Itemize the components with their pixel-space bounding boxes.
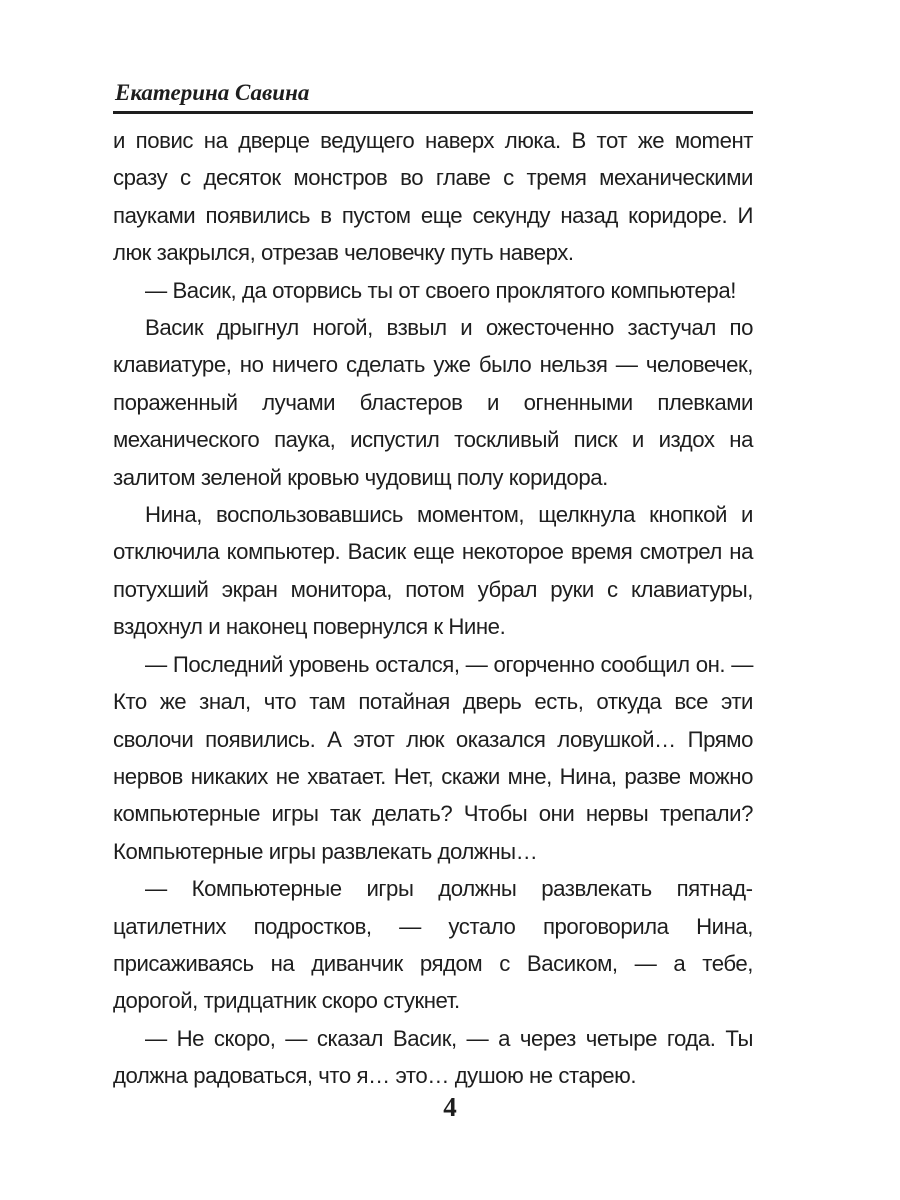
paragraph: — Васик, да оторвись ты от своего проклятого компьютера!	[145, 277, 736, 303]
body-text	[113, 122, 753, 1095]
paragraph: — Не скоро, — сказал Васик, — а через четыре года. Ты должна радоваться, что я… это… душою не старею.	[113, 1025, 753, 1089]
paragraph: Васик дрыгнул ногой, взвыл и ожесточенно застучал по клавиатуре, но ничего сделать уже было нельзя — человечек, пораженный лучами бластеров и огненными плевками механического паука, испустил тоскливый писк и издох на залитом зеленой кровью чудовищ полу коридора.	[113, 315, 753, 490]
page-number: 4	[443, 1092, 457, 1122]
paragraph: Нина, воспользовавшись моментом, щелкнула кнопкой и отключила компьютер. Васик еще некоторое время смотрел на потухший экран монитора, потом убрал руки с клавиатуры, вздохнул и наконец повернулся к Нине.	[113, 502, 753, 640]
paragraph: и повис на дверце ведущего наверх люка. В тот же моmент сразу с десяток монстров во главе с тремя механическими пауками появились в пустом еще секунду назад коридоре. И люк закрылся, отрезав человечку путь наверх.	[113, 128, 753, 266]
header-rule	[113, 111, 753, 114]
book-page	[113, 78, 753, 1095]
paragraph: — Компьютерные игры должны развлекать пятнадцатилетних подростков, — устало проговорила Нина, присаживаясь на диванчик рядом с Васиком, — а тебе, дорогой, тридцатник скоро стукнет.	[113, 876, 753, 1014]
paragraph: — Последний уровень остался, — огорченно сообщил он. — Кто же знал, что там потайная дверь есть, откуда все эти сволочи появились. А этот люк оказался ловушкой… Прямо нервов никаких не хватает. Нет, скажи мне, Нина, разве можно компьютерные игры так делать? Чтобы они нервы трепали? Компьютерные игры развлекать должны…	[113, 651, 753, 864]
running-head-author: Екатерина Савина	[115, 80, 310, 105]
